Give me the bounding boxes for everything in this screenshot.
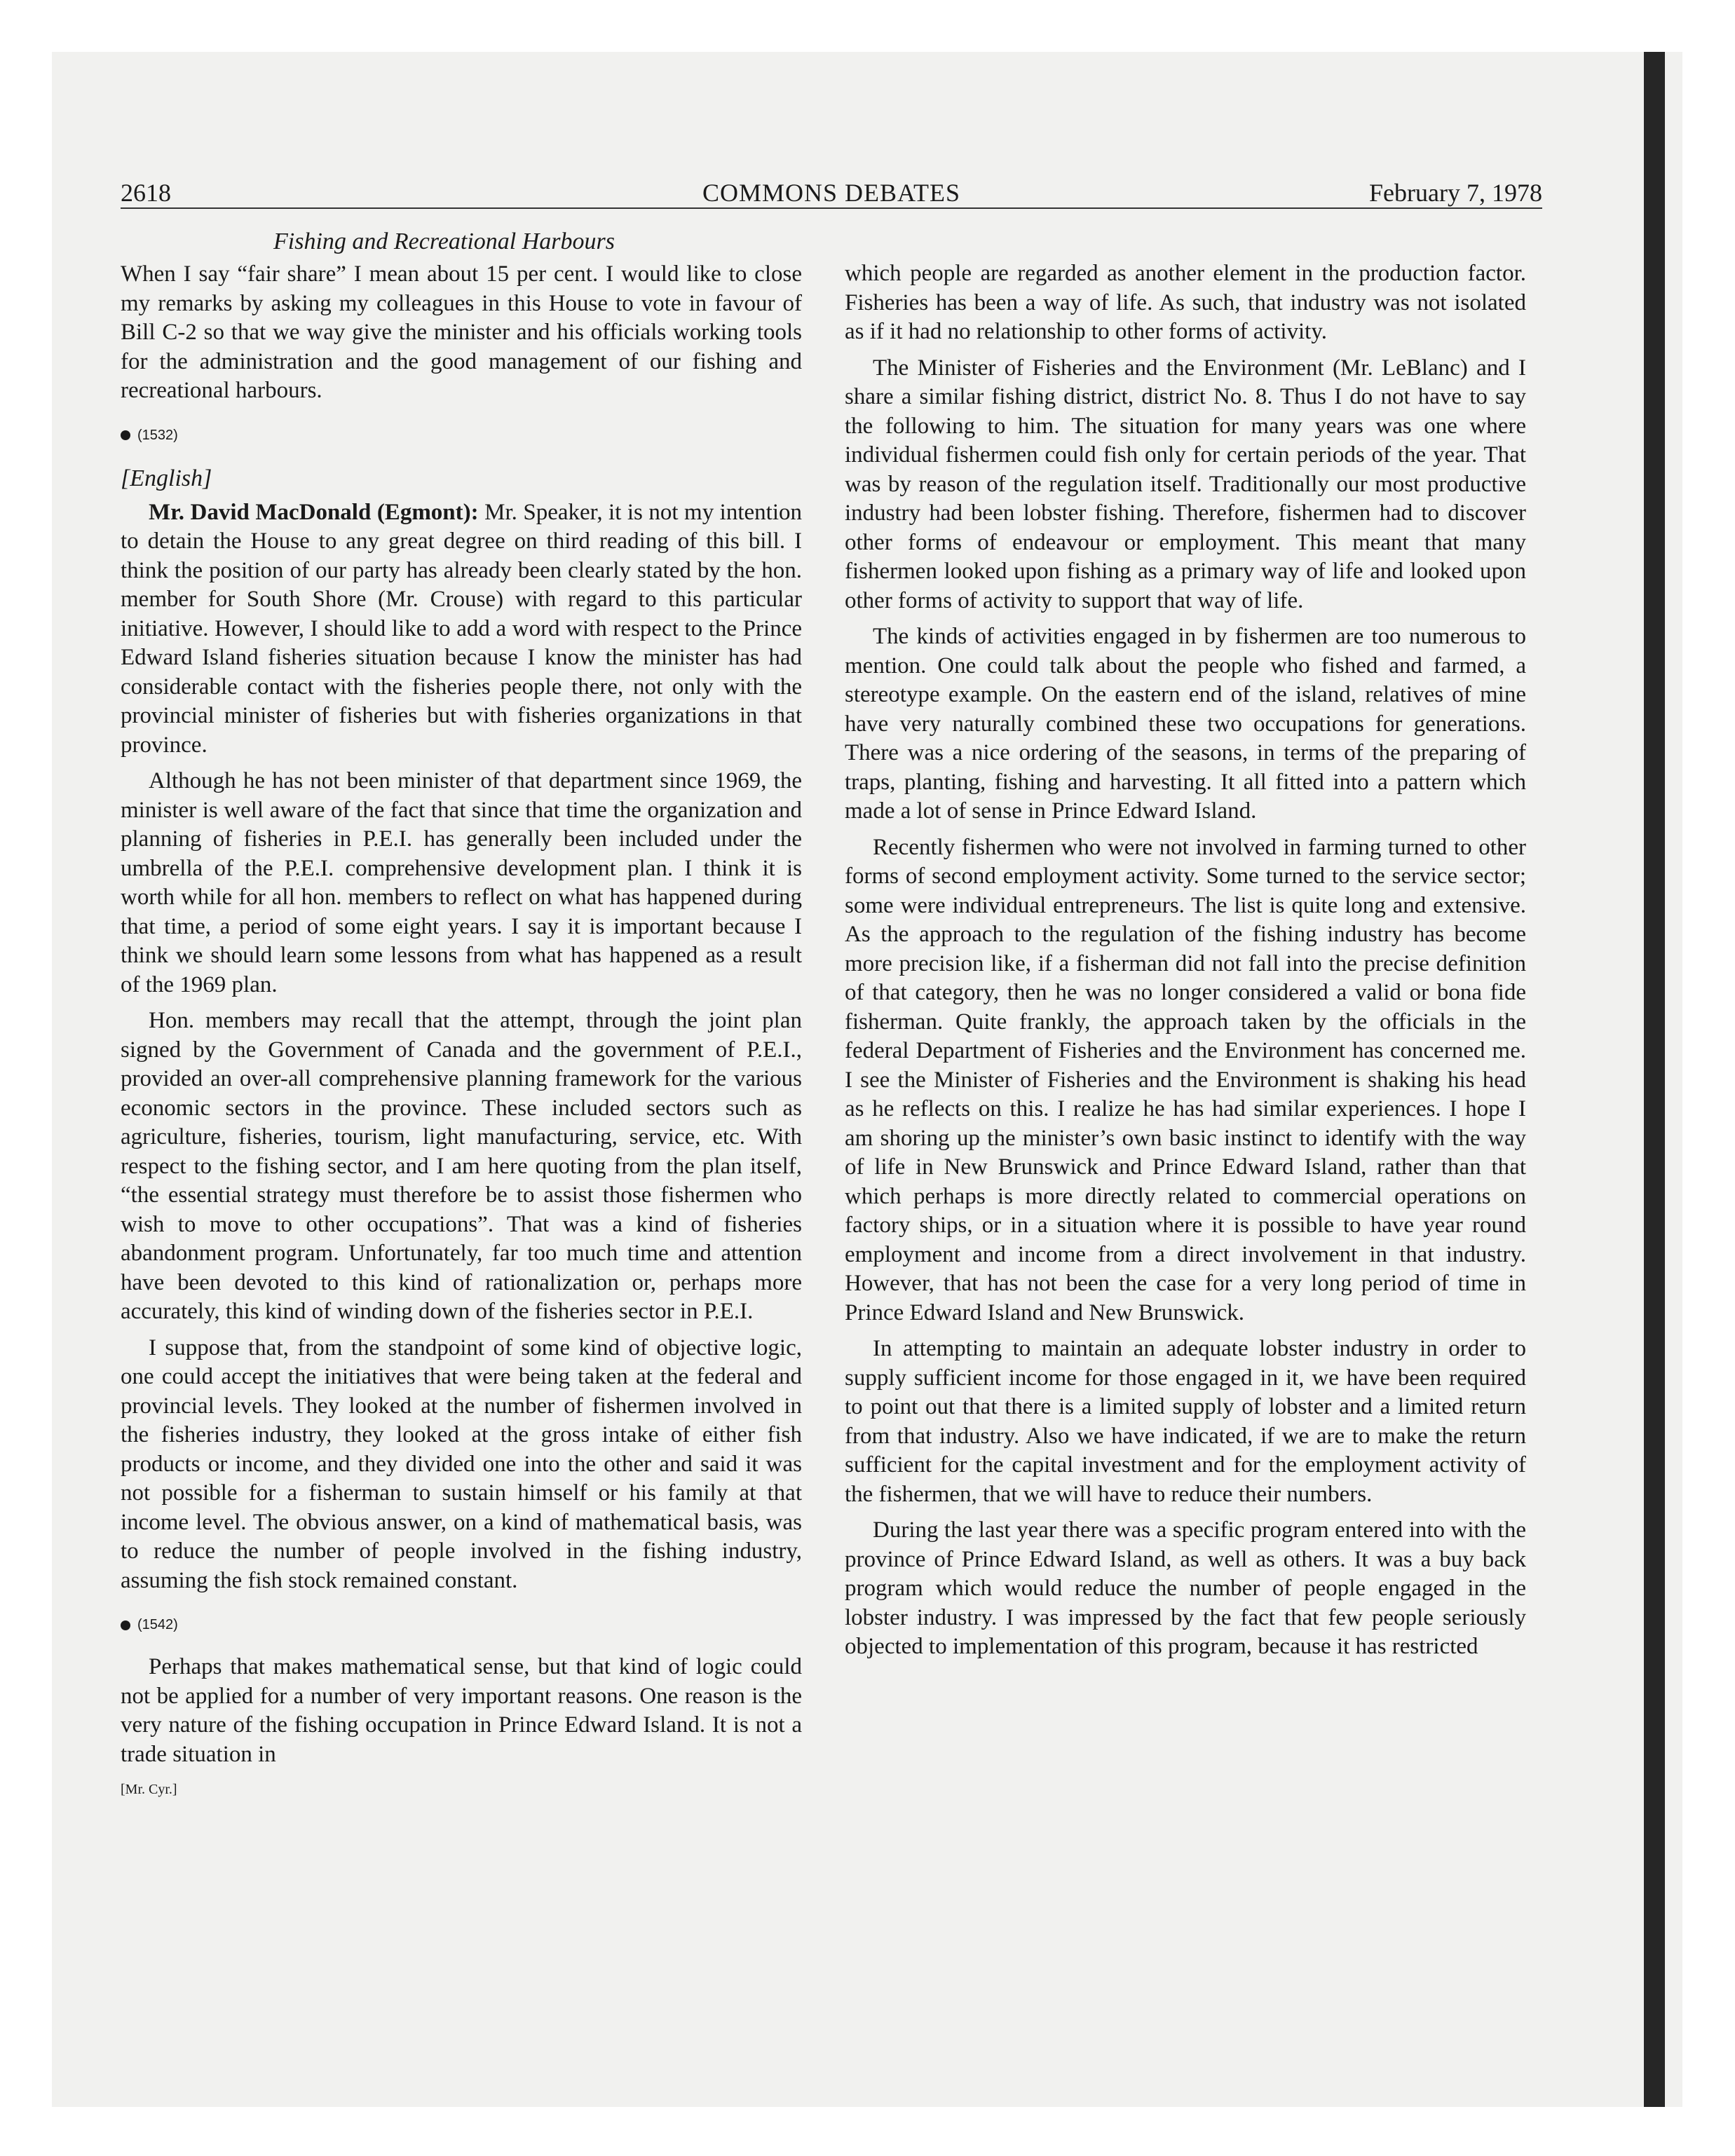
- paragraph: Hon. members may recall that the attempt, through the joint plan signed by the Government of Canada and the government of P.E.I., provided an over-all comprehensive planning framework for the various economic sectors in the province. These included sectors such as agriculture, fisheries, tourism, light manufacturing, service, etc. With respect to the fishing sector, and I am here quoting from the plan itself, “the essential strategy must therefore be to assist those fishermen who wish to move to other occupations”. That was a kind of fisheries abandonment program. Unfortunately, far too much time and attention have been devoted to this kind of rationalization or, perhaps more accurately, this kind of winding down of the fisheries sector in P.E.I.: [121, 1008, 802, 1324]
- paragraph: During the last year there was a specific program entered into with the province of Prince Edward Island, as well as others. It was a buy back program which would reduce the number of people engaged in the lobster industry. I was impressed by the fact that few people seriously objected to implementation of this program, because it has restricted: [845, 1517, 1526, 1659]
- header-rule: [121, 207, 1542, 209]
- time-marker-label: (1542): [137, 1617, 178, 1632]
- time-marker: [121, 1611, 802, 1639]
- speaker-footer-tag: [Mr. Cyr.]: [121, 1782, 177, 1797]
- paragraph: [121, 498, 802, 760]
- bullet-icon: [121, 1621, 130, 1630]
- right-column: [845, 259, 1526, 1669]
- paragraph: The kinds of activities engaged in by fishermen are too numerous to mention. One could talk about the people who fished and farmed, a stereotype example. On the eastern end of the island, relatives of mine have very naturally combined these two occupations for generations. There was a nice ordering of the seasons, in terms of the preparing of traps, planting, fishing and harvesting. It all fitted into a pattern which made a lot of sense in Prince Edward Island.: [845, 624, 1526, 824]
- bullet-icon: [121, 430, 130, 440]
- paragraph: I suppose that, from the standpoint of some kind of objective logic, one could accept the initiatives that were being taken at the federal and provincial levels. They looked at the number of fishermen involved in the fisheries industry, they looked at the gross intake of either fish products or income, and they divided one into the other and said it was not possible for a fisherman to sustain himself or his family at that income level. The obvious answer, on a kind of mathematical basis, was to reduce the number of people involved in the fishing industry, assuming the fish stock remained constant.: [121, 1335, 802, 1593]
- scan-edge-strip: [1644, 52, 1665, 2107]
- paragraph: The Minister of Fisheries and the Environment (Mr. LeBlanc) and I share a similar fishing district, district No. 8. Thus I do not have to say the following to him. The situation for many years was one where individual fishermen could fish only for certain periods of the year. That was by reason of the regulation itself. Traditionally our most productive industry had been lobster fishing. Therefore, fishermen had to discover other forms of endeavour or employment. This meant that many fishermen looked upon fishing as a primary way of life and looked upon other forms of activity to support that way of life.: [845, 355, 1526, 613]
- language-tag: [English]: [121, 465, 212, 491]
- paragraph: Perhaps that makes mathematical sense, but that kind of logic could not be applied for a number of very important reasons. One reason is the very nature of the fishing occupation in Prince Edward Island. It is not a trade situation in: [121, 1654, 802, 1767]
- paragraph: Although he has not been minister of that department since 1969, the minister is well aware of the fact that since that time the organization and planning of fisheries in P.E.I. has generally been included under the umbrella of the P.E.I. comprehensive development plan. I think it is worth while for all hon. members to reflect on what has happened during that time, a period of some eight years. I say it is important because I think we should learn some lessons from what has happened as a result of the 1969 plan.: [121, 768, 802, 997]
- speech-text: Mr. Speaker, it is not my intention to detain the House to any great degree on third reading of this bill. I think the position of our party has already been clearly stated by the hon. member for South Shore (Mr. Crouse) with regard to this particular initiative. However, I should like to add a word with respect to the Prince Edward Island fisheries situation because I know the minister has had considerable contact with the fisheries people there, not only with the provincial minister of fisheries but with fisheries organizations in that province.: [121, 499, 802, 758]
- speaker-name: Mr. David MacDonald (Egmont):: [149, 499, 479, 525]
- paragraph: In attempting to maintain an adequate lobster industry in order to supply sufficient income for those engaged in it, we have been required to point out that there is a limited supply of lobster and a limited return from that industry. Also we have indicated, if we are to make the return sufficient for the capital investment and for the employment activity of the fishermen, that we will have to reduce their numbers.: [845, 1336, 1526, 1507]
- left-column: [121, 226, 802, 1800]
- page-number: 2618: [121, 179, 171, 207]
- paragraph: which people are regarded as another element in the production factor. Fisheries has been a way of life. As such, that industry was not isolated as if it had no relationship to other forms of activity.: [845, 261, 1526, 344]
- paragraph: Recently fishermen who were not involved in farming turned to other forms of second employment activity. Some turned to the service sector; some were individual entrepreneurs. The list is quite long and extensive. As the approach to the regulation of the fishing industry has become more precision like, if a fisherman did not fall into the precise definition of that category, then he was no longer considered a valid or bona fide fisherman. Quite frankly, the approach taken by the officials in the federal Department of Fisheries and the Environment has concerned me. I see the Minister of Fisheries and the Environment is shaking his head as he reflects on this. I realize he has had similar experiences. I hope I am shoring up the minister’s own basic instinct to identify with the way of life in New Brunswick and Prince Edward Island, rather than that which perhaps is more directly related to commercial operations on factory ships, or in a situation where it is possible to have year round employment and income from a direct involvement in that industry. However, that has not been the case for a very long period of time in Prince Edward Island and New Brunswick.: [845, 834, 1526, 1325]
- publication-date: February 7, 1978: [1369, 179, 1542, 207]
- time-marker-label: (1532): [137, 427, 178, 443]
- time-marker: [121, 421, 802, 449]
- paragraph: When I say “fair share” I mean about 15 per cent. I would like to close my remarks by asking my colleagues in this House to vote in favour of Bill C-2 so that we way give the minister and his officials working tools for the administration and the good management of our fishing and recreational harbours.: [121, 261, 802, 403]
- publication-title: COMMONS DEBATES: [702, 179, 961, 207]
- section-subheading: Fishing and Recreational Harbours: [273, 228, 615, 254]
- page-header: [121, 174, 1542, 212]
